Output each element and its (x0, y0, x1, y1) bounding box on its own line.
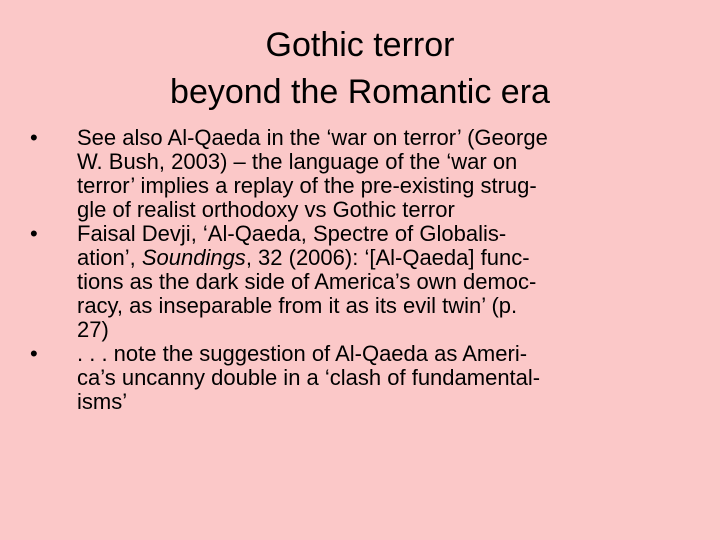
citation-prefix: ation’, (77, 245, 142, 270)
bullet-2-line-4: racy, as inseparable from it as its evil twin’ (p. (77, 293, 518, 318)
bullet-list (30, 126, 680, 414)
bullet-1-line-1: See also Al-Qaeda in the ‘war on terror’ (George (77, 125, 548, 150)
bullet-2-line-1: Faisal Devji, ‘Al-Qaeda, Spectre of Globalis- (77, 221, 507, 246)
bullet-3-line-2: ca’s uncanny double in a ‘clash of fundamental- (77, 365, 541, 390)
citation-suffix: , 32 (2006): ‘[Al-Qaeda] func- (245, 245, 530, 270)
slide-title (0, 22, 720, 116)
bullet-2-line-3: tions as the dark side of America’s own democ- (77, 269, 537, 294)
bullet-1-line-4: gle of realist orthodoxy vs Gothic terror (77, 197, 455, 222)
bullet-3-line-3: isms’ (77, 389, 128, 414)
bullet-item-2 (30, 222, 680, 342)
bullet-1-line-3: terror’ implies a replay of the pre-existing strug- (77, 173, 537, 198)
bullet-item-3 (30, 342, 680, 414)
title-line-2: beyond the Romantic era (170, 73, 550, 111)
bullet-2-line-5: 27) (77, 317, 109, 342)
bullet-1-line-2: W. Bush, 2003) – the language of the ‘war on (77, 149, 518, 174)
bullet-icon: • (30, 221, 38, 246)
bullet-icon: • (30, 341, 38, 366)
bullet-item-1 (30, 126, 680, 222)
journal-title: Soundings (141, 245, 246, 270)
bullet-3-line-1: . . . note the suggestion of Al-Qaeda as Ameri- (77, 341, 528, 366)
bullet-2-line-2 (77, 246, 680, 270)
bullet-icon: • (30, 125, 38, 150)
title-line-1: Gothic terror (265, 26, 455, 64)
